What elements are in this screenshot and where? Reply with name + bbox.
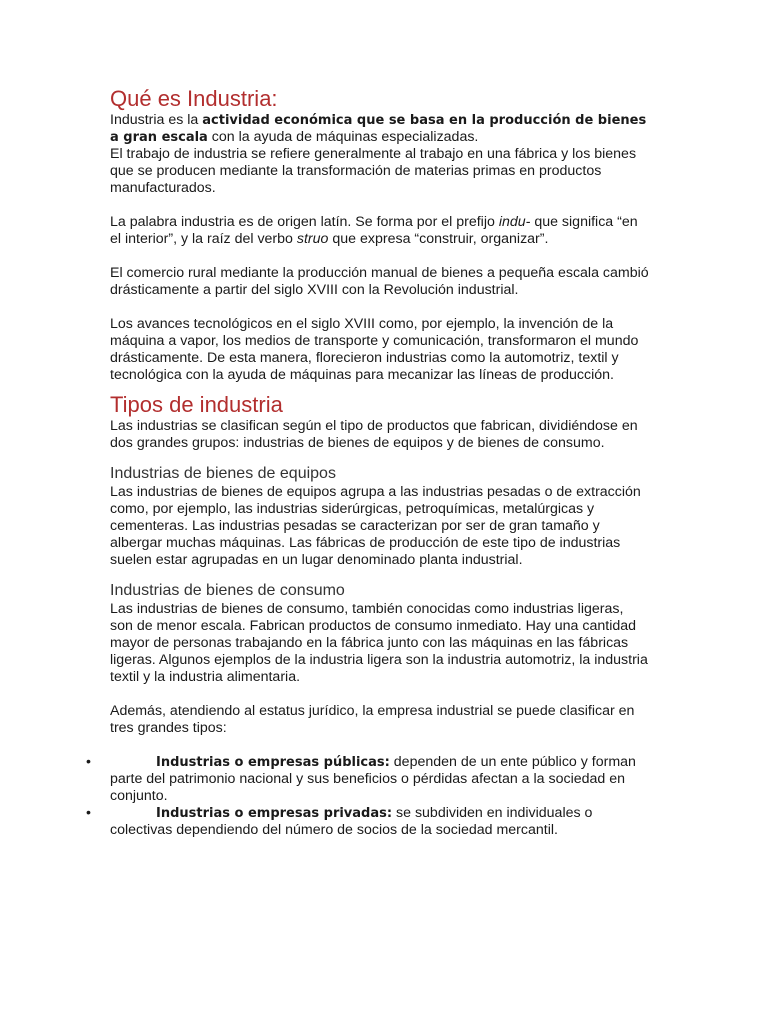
paragraph-ademas: Además, atendiendo al estatus jurídico, la empresa industrial se puede clasificar en tres grandes tipos: xyxy=(110,703,635,736)
text-run: La palabra industria es de origen latín. Se forma por el prefijo xyxy=(110,214,499,230)
bullet-icon: • xyxy=(86,805,91,821)
list-item-label: Industrias o empresas privadas: xyxy=(156,806,393,821)
bullet-icon: • xyxy=(86,754,91,770)
list-item-label: Industrias o empresas públicas: xyxy=(156,755,390,770)
company-types-list xyxy=(86,754,650,839)
document-body xyxy=(86,86,650,839)
subsection-title-equipos: Industrias de bienes de equipos xyxy=(110,465,336,482)
paragraph-work: El trabajo de industria se refiere generalmente al trabajo en una fábrica y los bienes que se producen mediante la transformación de materias primas en productos manufacturados. xyxy=(110,146,637,196)
bold-text-run: actividad económica que se basa en la producción de bienes a gran escala xyxy=(110,113,647,145)
paragraph-definition xyxy=(110,112,650,146)
paragraph-technological-advances: Los avances tecnológicos en el siglo XVIII como, por ejemplo, la invención de la máquina a vapor, los medios de transporte y comunicación, transformaron el mundo drásticamente. De esta manera, florecieron industrias como la automotriz, textil y tecnológica con la ayuda de máquinas para mecanizar las líneas de producción. xyxy=(110,316,639,383)
text-run: que expresa “construir, organizar”. xyxy=(328,231,549,247)
list-item xyxy=(86,754,650,805)
paragraph-rural-commerce: El comercio rural mediante la producción manual de bienes a pequeña escala cambió drásticamente a partir del siglo XVIII con la Revolución industrial. xyxy=(110,265,649,298)
text-run: con la ayuda de máquinas especializadas. xyxy=(207,129,479,145)
paragraph-equipos: Las industrias de bienes de equipos agrupa a las industrias pesadas o de extracción como, por ejemplo, las industrias siderúrgicas, petroquímicas, metalúrgicas y cementeras. Las industrias pesadas se caracterizan por ser de gran tamaño y albergar muchas máquinas. Las fábricas de producción de este tipo de industrias suelen estar agrupadas en un lugar denominado planta industrial. xyxy=(110,484,641,568)
list-item-text: dependen de un ente público y forman parte del patrimonio nacional y sus beneficios o pérdidas afectan a la sociedad en conjunto. xyxy=(110,754,636,804)
section-title-tipos-de-industria: Tipos de industria xyxy=(110,392,283,417)
paragraph-tipos-intro: Las industrias se clasifican según el tipo de productos que fabrican, dividiéndose en dos grandes grupos: industrias de bienes de equipos y de bienes de consumo. xyxy=(110,418,638,451)
section-title-que-es-industria: Qué es Industria: xyxy=(110,86,278,111)
italic-text-run: struo xyxy=(296,231,329,247)
subsection-title-consumo: Industrias de bienes de consumo xyxy=(110,582,345,599)
italic-text-run: indu- xyxy=(498,214,531,230)
paragraph-etymology xyxy=(110,214,650,248)
paragraph-consumo: Las industrias de bienes de consumo, también conocidas como industrias ligeras, son de menor escala. Fabrican productos de consumo inmediato. Hay una cantidad mayor de personas trabajando en la fábrica junto con las máquinas en las fábricas ligeras. Algunos ejemplos de la industria ligera son la industria automotriz, la industria textil y la industria alimentaria. xyxy=(110,601,648,685)
list-item xyxy=(86,805,650,839)
text-run: que significa “en el interior”, y la raíz del verbo xyxy=(110,214,638,247)
list-item-text: se subdividen en individuales o colectivas dependiendo del número de socios de la sociedad mercantil. xyxy=(110,805,593,838)
text-run: Industria es la xyxy=(110,112,203,128)
